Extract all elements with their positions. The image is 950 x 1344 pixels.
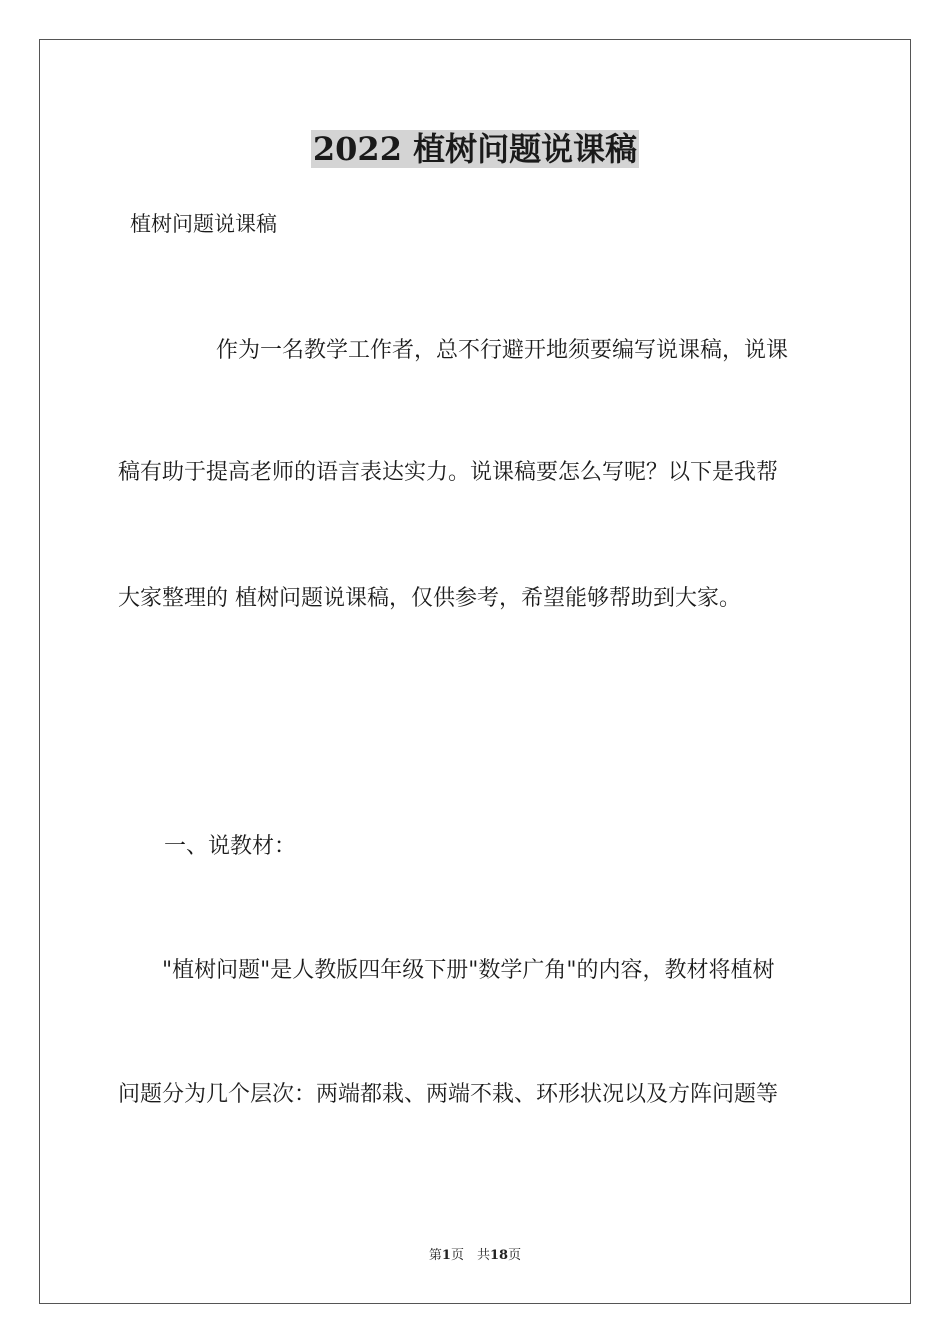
footer-suffix: 页: [508, 1248, 522, 1263]
section-heading: 一、说教材：: [164, 834, 297, 859]
paragraph-line-1: 作为一名教学工作者，总不行避开地须要编写说课稿，说课: [216, 338, 789, 363]
paragraph-line-3: 大家整理的 植树问题说课稿，仅供参考，希望能够帮助到大家。: [118, 586, 741, 611]
body-line-2: 问题分为几个层次：两端都栽、两端不栽、环形状况以及方阵问题等: [118, 1082, 779, 1107]
footer-total-pages: 18: [489, 1248, 509, 1263]
document-subtitle: 植树问题说课稿: [130, 212, 277, 236]
footer-mid: 页 共: [450, 1248, 490, 1263]
body-line-1: "植树问题"是人教版四年级下册"数学广角"的内容，教材将植树: [162, 958, 775, 983]
document-title-text: 2022 植树问题说课稿: [312, 130, 638, 168]
paragraph-line-2: 稿有助于提高老师的语言表达实力。说课稿要怎么写呢？以下是我帮: [118, 460, 779, 485]
footer-prefix: 第: [428, 1248, 442, 1263]
footer-current-page: 1: [441, 1248, 451, 1263]
document-title: [0, 126, 950, 172]
page-footer: [0, 1247, 950, 1265]
